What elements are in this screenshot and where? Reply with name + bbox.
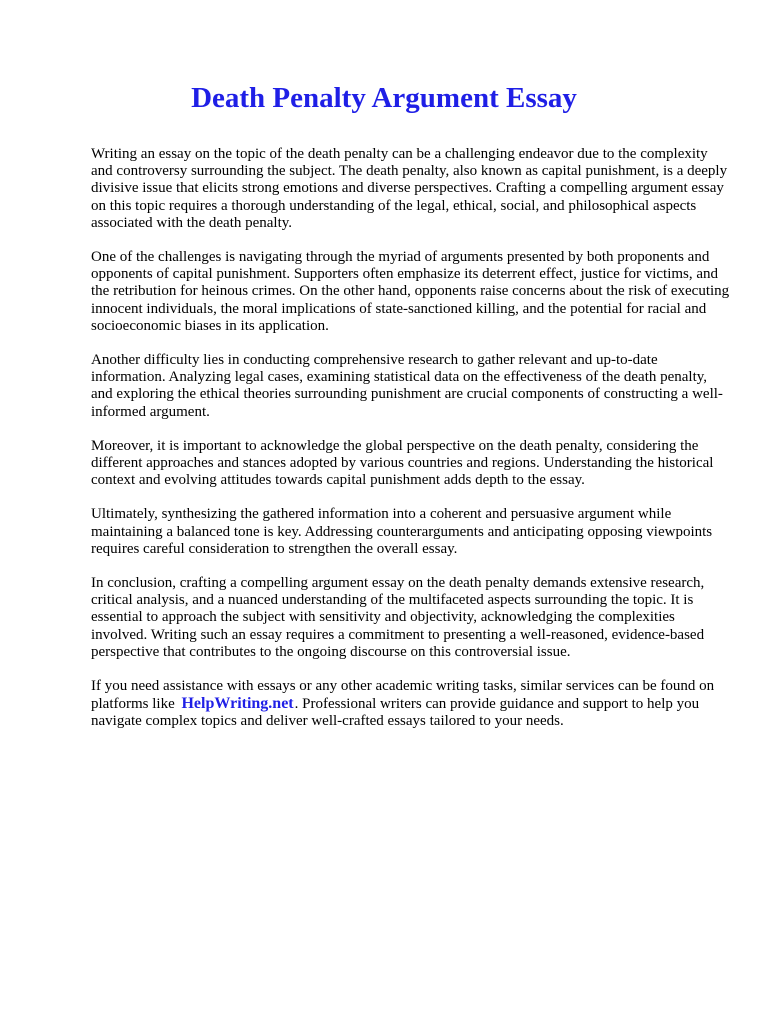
paragraph-global-perspective: Moreover, it is important to acknowledge the global perspective on the death penalty, considering the different approaches and stances adopted by various countries and regions. Understanding the historical context and evolving attitudes towards capital punishment adds depth to the essay. [91, 437, 714, 489]
assistance-text-before: If you need assistance with essays or any other academic writing tasks, similar services can be found on platforms like [91, 678, 715, 713]
paragraph-challenges: One of the challenges is navigating through the myriad of arguments presented by both proponents and opponents of capital punishment. Supporters often emphasize its deterrent effect, justice for victims, and the retribution for heinous crimes. On the other hand, opponents raise concerns about the risk of executing innocent individuals, the moral implications of state-sanctioned killing, and the potential for racial and socioeconomic biases in its application. [91, 249, 730, 334]
paragraph-intro: Writing an essay on the topic of the death penalty can be a challenging endeavor due to the complexity and controversy surrounding the subject. The death penalty, also known as capital punishment, is a deeply divisive issue that elicits strong emotions and diverse perspectives. Crafting a compelling argument essay on this topic requires a thorough understanding of the legal, ethical, social, and philosophical aspects associated with the death penalty. [91, 146, 728, 231]
paragraph-conclusion: In conclusion, crafting a compelling argument essay on the death penalty demands extensive research, critical analysis, and a nuanced understanding of the multifaceted aspects surrounding the topic. It is essential to approach the subject with sensitivity and objectivity, acknowledging the complexities involved. Writing such an essay requires a commitment to presenting a well-reasoned, evidence-based perspective that contributes to the ongoing discourse on this controversial issue. [91, 575, 705, 660]
page-title: Death Penalty Argument Essay [191, 82, 577, 114]
helpwriting-link[interactable]: HelpWriting.net [181, 695, 294, 713]
paragraph-synthesis: Ultimately, synthesizing the gathered information into a coherent and persuasive argument while maintaining a balanced tone is key. Addressing counterarguments and anticipating opposing viewpoints requires careful consideration to strengthen the overall essay. [91, 506, 713, 557]
assistance-text-after: . Professional writers can provide guidance and support to help you navigate complex topics and deliver well-crafted essays tailored to your needs. [91, 696, 700, 730]
paragraph-assistance [91, 678, 731, 731]
paragraph-research: Another difficulty lies in conducting comprehensive research to gather relevant and up-to-date information. Analyzing legal cases, examining statistical data on the effectiveness of the death penalty, and exploring the ethical theories surrounding punishment are crucial components of constructing a well-informed argument. [91, 352, 723, 420]
essay-body [91, 146, 731, 748]
